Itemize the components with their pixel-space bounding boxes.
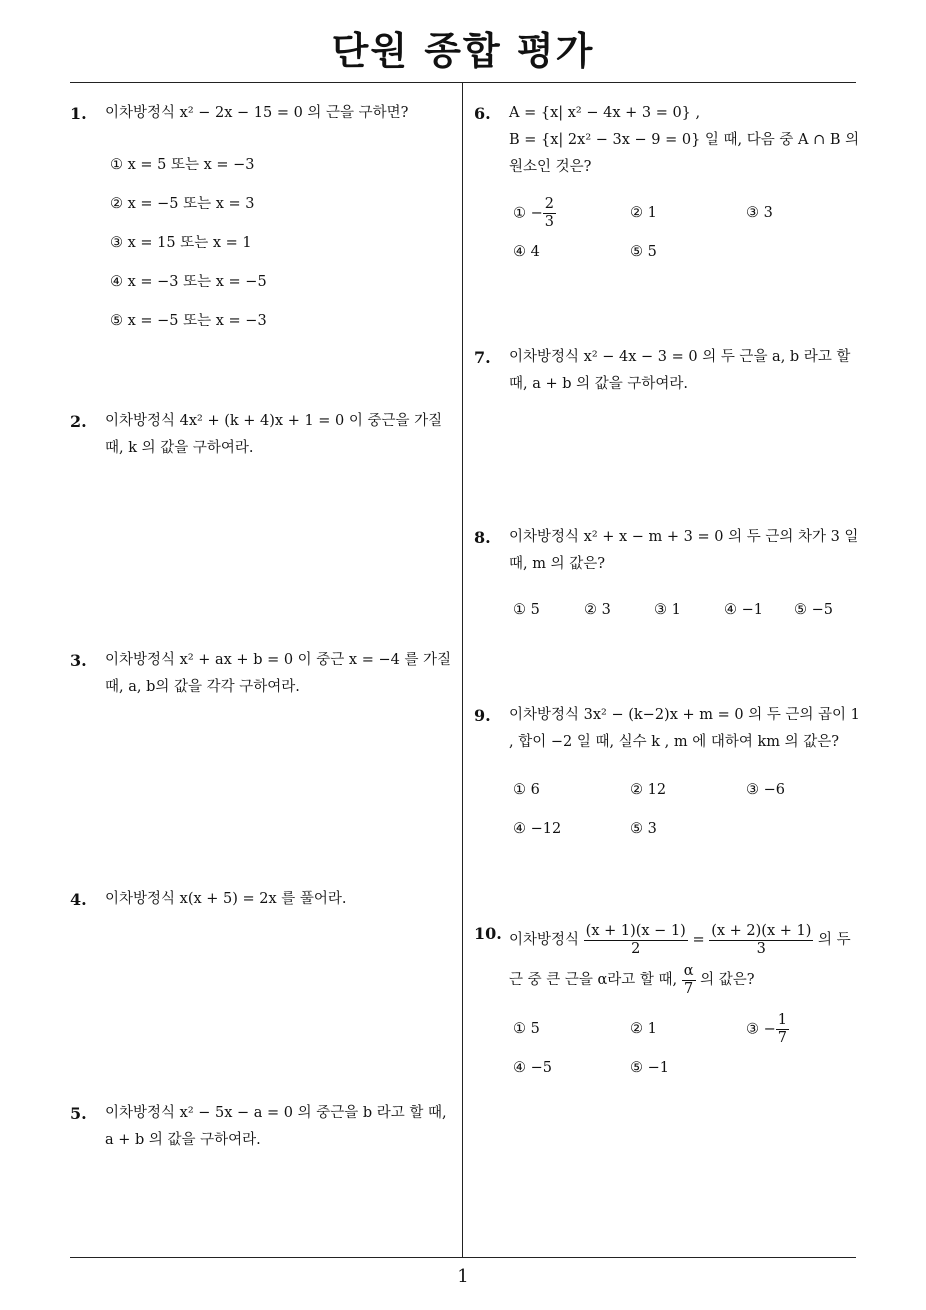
- question-text-line-2: B = {x| 2x² − 3x − 9 = 0} 일 때, 다음 중 A ∩ B 의: [509, 132, 860, 148]
- question-1: [70, 100, 450, 127]
- question-prefix: 이차방정식: [509, 932, 580, 948]
- question-number: 9.: [474, 706, 491, 725]
- q8-option-3[interactable]: ③ 1: [654, 602, 681, 618]
- question-6: [474, 100, 859, 181]
- question-text-line-2: [509, 960, 864, 1000]
- question-text-line-2: 때, a, b의 값을 각각 구하여라.: [105, 679, 300, 695]
- question-number: 10.: [474, 924, 502, 943]
- column-divider: [462, 83, 463, 1257]
- option-marker: ①: [513, 205, 526, 222]
- q8-option-5[interactable]: ⑤ −5: [794, 602, 833, 618]
- option-marker: ③: [746, 1021, 759, 1038]
- question-number: 6.: [474, 104, 491, 123]
- fraction-3: [682, 963, 696, 998]
- fraction-1: [584, 923, 688, 958]
- fraction-numerator: 2: [544, 196, 554, 212]
- question-text-line-2: a + b 의 값을 구하여라.: [105, 1132, 261, 1148]
- question-number: 5.: [70, 1104, 87, 1123]
- question-text-line-1: 이차방정식 x² + ax + b = 0 이 중근 x = −4 를 가질: [105, 652, 452, 668]
- question-text-line-1: 이차방정식 x² − 4x − 3 = 0 의 두 근을 a, b 라고 할: [509, 349, 851, 365]
- q8-option-4[interactable]: ④ −1: [724, 602, 763, 618]
- question-text-line-2: , 합이 −2 일 때, 실수 k , m 에 대하여 km 의 값은?: [509, 734, 840, 750]
- q9-option-2[interactable]: ② 12: [630, 782, 667, 798]
- header-rule: [70, 82, 856, 83]
- q6-option-2[interactable]: ② 1: [630, 205, 657, 221]
- q10-option-4[interactable]: ④ −5: [513, 1060, 552, 1076]
- question-9: [474, 702, 859, 756]
- q6-option-3[interactable]: ③ 3: [746, 205, 773, 221]
- question-8: [474, 524, 859, 578]
- equals-sign: =: [692, 932, 705, 948]
- fraction-numerator: α: [683, 962, 694, 979]
- question-suffix: 의 두: [817, 932, 851, 948]
- fraction-denominator: 3: [756, 940, 766, 957]
- q1-option-3[interactable]: ③ x = 15 또는 x = 1: [110, 235, 252, 251]
- question-number: 2.: [70, 412, 87, 431]
- q9-option-5[interactable]: ⑤ 3: [630, 821, 657, 837]
- fraction-numerator: 1: [777, 1012, 787, 1028]
- question-text-line-1: [509, 920, 864, 960]
- footer-rule: [70, 1257, 856, 1258]
- question-number: 3.: [70, 651, 87, 670]
- question-text-line-2: 때, m 의 값은?: [509, 556, 605, 572]
- q10-option-2[interactable]: ② 1: [630, 1021, 657, 1037]
- q9-option-4[interactable]: ④ −12: [513, 821, 562, 837]
- q8-option-1[interactable]: ① 5: [513, 602, 540, 618]
- q6-option-1[interactable]: [513, 196, 556, 231]
- question-text-line-2: 때, k 의 값을 구하여라.: [105, 440, 254, 456]
- fraction-numerator: (x + 1)(x − 1): [585, 922, 686, 939]
- question-number: 7.: [474, 348, 491, 367]
- option-sign: −: [530, 205, 543, 222]
- question-text-line-1: 이차방정식 x² + x − m + 3 = 0 의 두 근의 차가 3 일: [509, 529, 859, 545]
- q6-option-4[interactable]: ④ 4: [513, 244, 540, 260]
- fraction-denominator: 7: [777, 1030, 787, 1046]
- question-5: [70, 1100, 455, 1154]
- question-3: [70, 647, 455, 701]
- q10-option-1[interactable]: ① 5: [513, 1021, 540, 1037]
- q1-option-2[interactable]: ② x = −5 또는 x = 3: [110, 196, 255, 212]
- line2-start: 근 중 큰 근을 α라고 할 때,: [509, 972, 678, 988]
- question-text: 이차방정식 x(x + 5) = 2x 를 풀어라.: [105, 891, 347, 907]
- question-7: [474, 344, 859, 398]
- question-4: [70, 886, 455, 913]
- option-fraction: [776, 1012, 789, 1047]
- fraction-denominator: 2: [631, 940, 641, 957]
- question-number: 4.: [70, 890, 87, 909]
- question-text-line-1: A = {x| x² − 4x + 3 = 0} ,: [509, 105, 701, 121]
- q1-option-1[interactable]: ① x = 5 또는 x = −3: [110, 157, 255, 173]
- option-fraction: [543, 196, 556, 231]
- option-sign: −: [763, 1021, 776, 1038]
- q8-option-2[interactable]: ② 3: [584, 602, 611, 618]
- q9-option-3[interactable]: ③ −6: [746, 782, 785, 798]
- fraction-numerator: (x + 2)(x + 1): [711, 922, 812, 939]
- q10-option-5[interactable]: ⑤ −1: [630, 1060, 669, 1076]
- question-10: [474, 920, 864, 1000]
- question-text-line-1: 이차방정식 x² − 5x − a = 0 의 중근을 b 라고 할 때,: [105, 1105, 447, 1121]
- page-number: 1: [457, 1266, 469, 1287]
- question-text-line-1: 이차방정식 3x² − (k−2)x + m = 0 의 두 근의 곱이 1: [509, 707, 860, 723]
- fraction-denominator: 7: [684, 980, 694, 997]
- q1-option-4[interactable]: ④ x = −3 또는 x = −5: [110, 274, 267, 290]
- question-number: 1.: [70, 104, 87, 123]
- q10-option-3[interactable]: [746, 1012, 789, 1047]
- line2-end: 의 값은?: [700, 972, 755, 988]
- fraction-denominator: 3: [544, 214, 554, 230]
- fraction-2: [709, 923, 813, 958]
- question-text: 이차방정식 x² − 2x − 15 = 0 의 근을 구하면?: [105, 105, 409, 121]
- question-text-line-2: 때, a + b 의 값을 구하여라.: [509, 376, 689, 392]
- q9-option-1[interactable]: ① 6: [513, 782, 540, 798]
- q6-option-5[interactable]: ⑤ 5: [630, 244, 657, 260]
- question-text-line-1: 이차방정식 4x² + (k + 4)x + 1 = 0 이 중근을 가질: [105, 413, 443, 429]
- q1-option-5[interactable]: ⑤ x = −5 또는 x = −3: [110, 313, 267, 329]
- page-title: 단원 종합 평가: [331, 29, 595, 73]
- question-2: [70, 408, 455, 462]
- question-text-line-3: 원소인 것은?: [509, 159, 592, 175]
- question-number: 8.: [474, 528, 491, 547]
